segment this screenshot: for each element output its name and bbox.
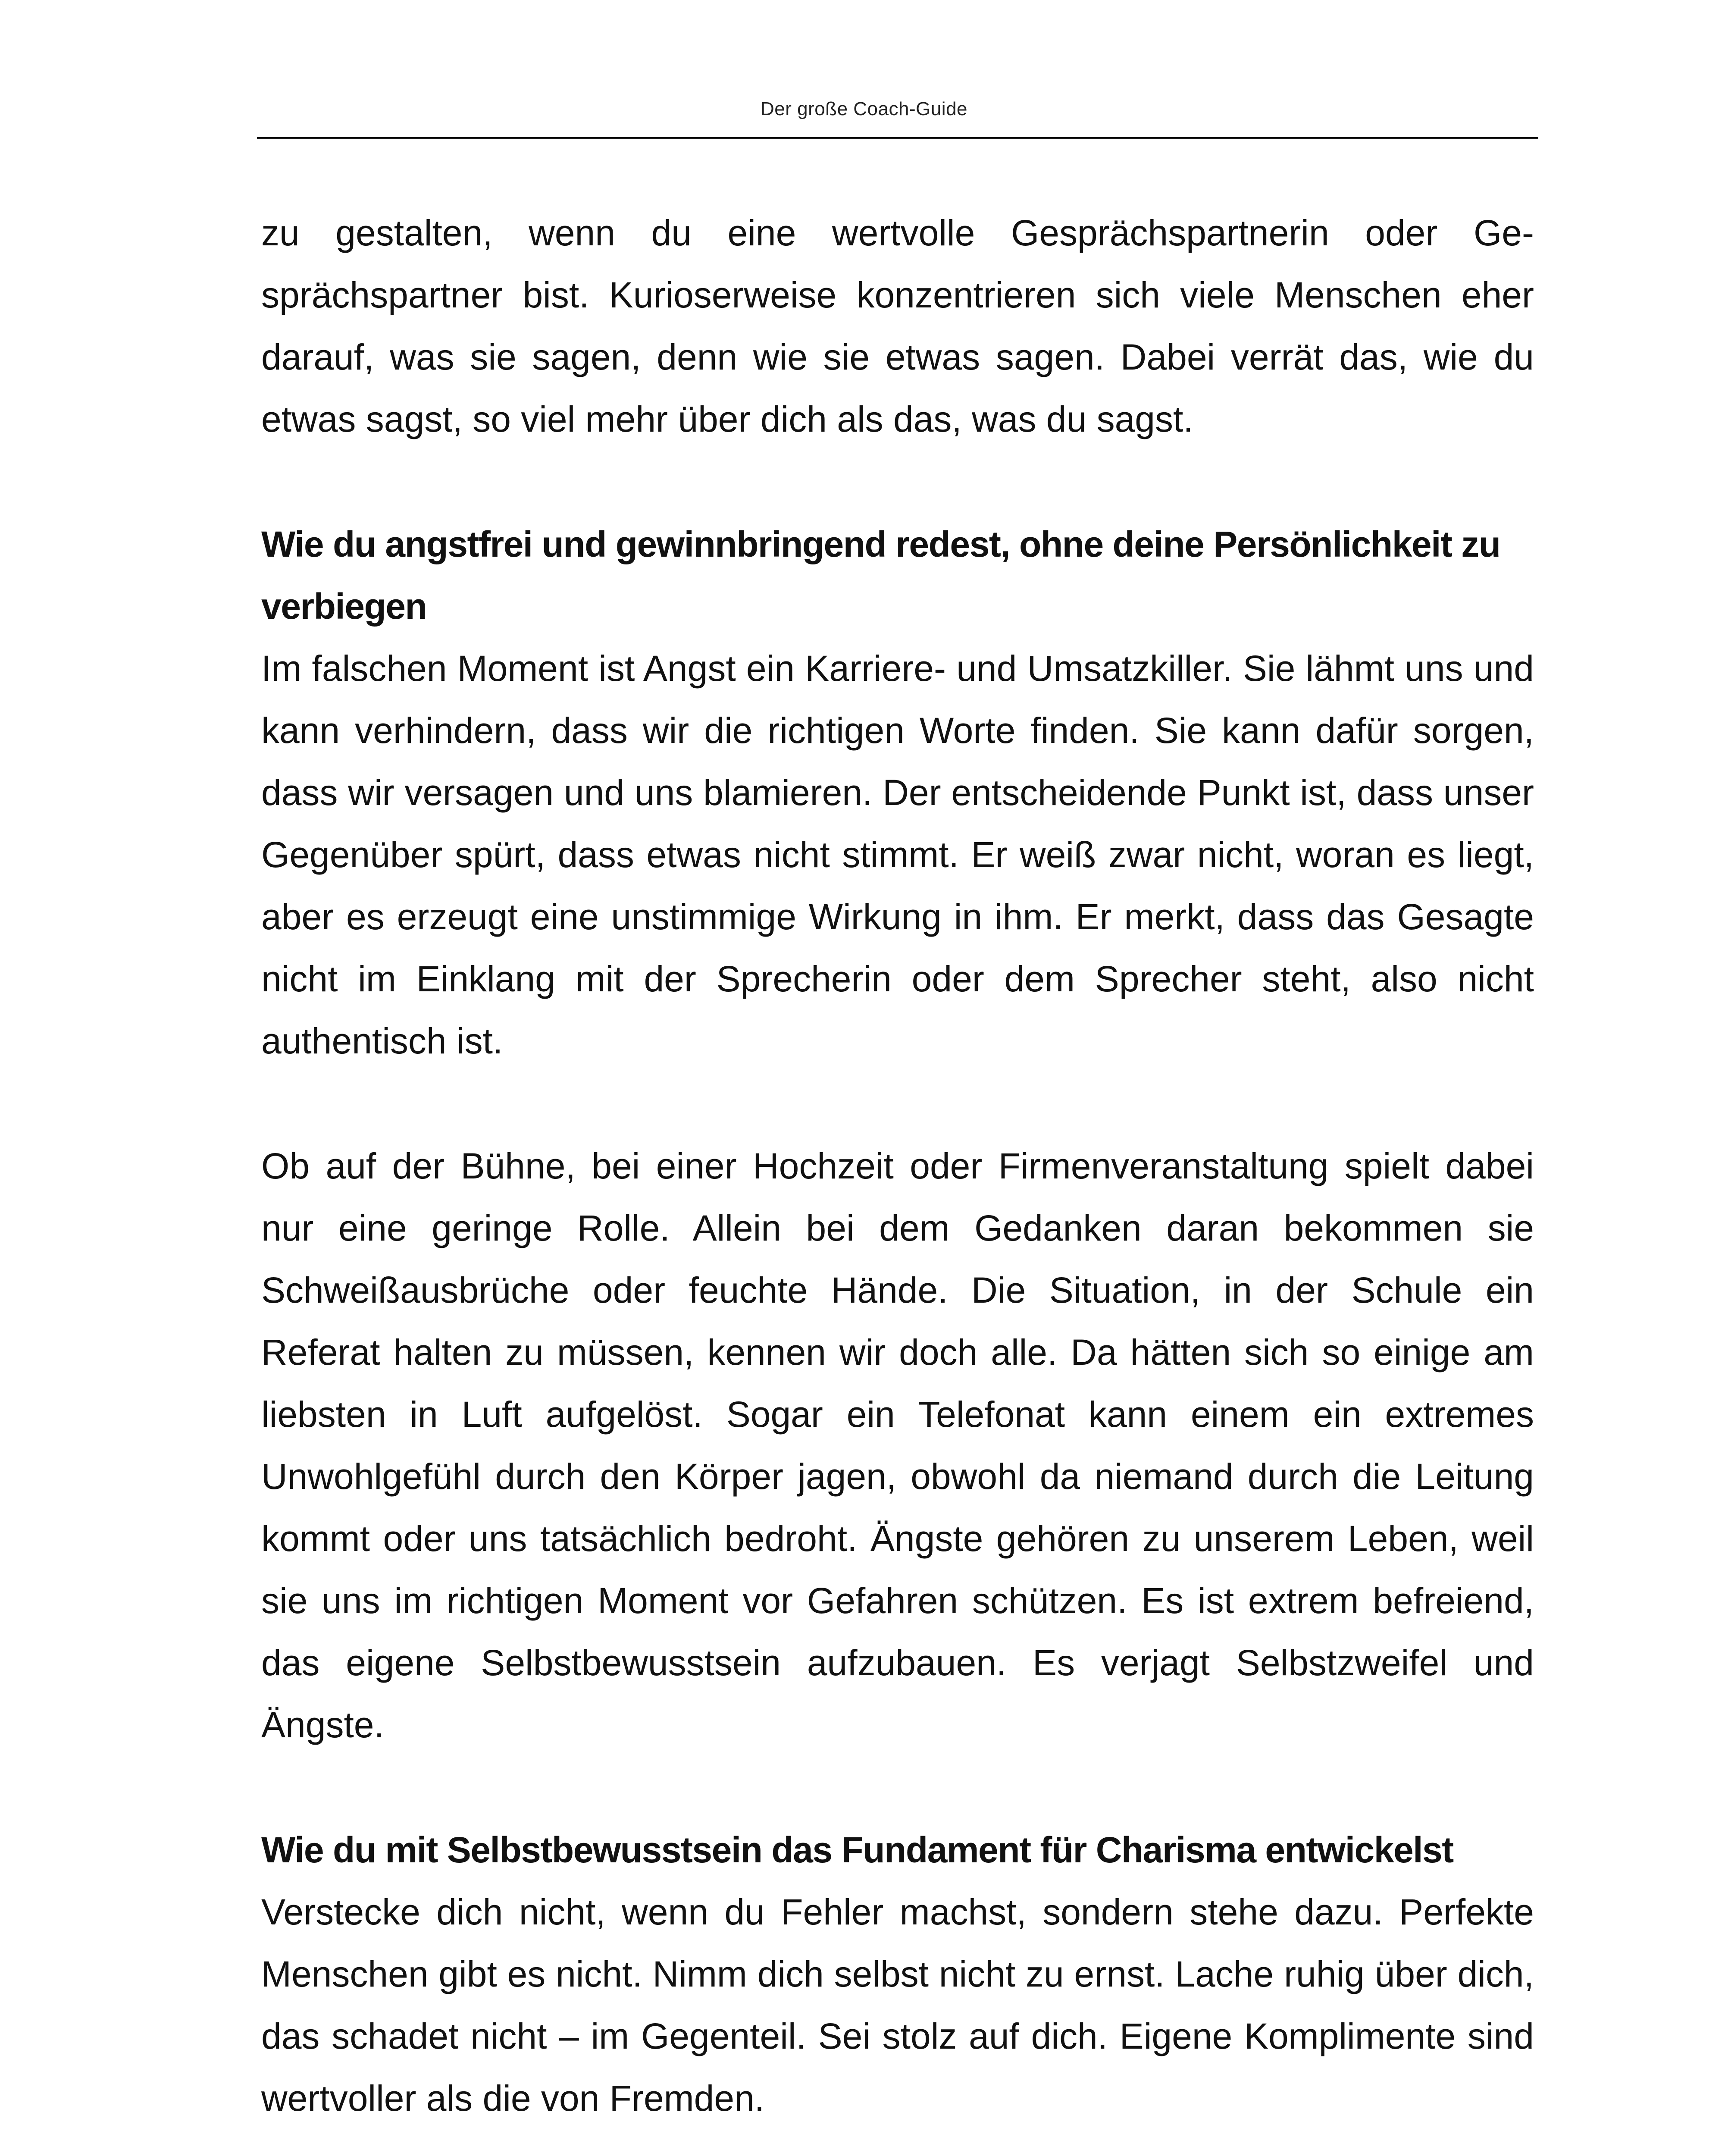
header-rule (257, 137, 1538, 139)
paragraph-buehne: Ob auf der Bühne, bei einer Hochzeit oder Firmenveranstaltung spielt dabei nur eine geringe Rolle. Allein bei dem Gedanken daran bekommen sie Schweißausbrüche oder feuchte Hände. Die Situation, in der Schule ein Referat halten zu müssen, kennen wir doch alle. Da hätten sich so einige am liebsten in Luft aufgelöst. Sogar ein Telefonat kann einem ein extremes Unwohlgefühl durch den Körper jagen, obwohl da niemand durch die Leitung kommt oder uns tatsächlich bedroht. Ängste gehören zu unserem Leben, weil sie uns im richtigen Moment vor Gefahren schützen. Es ist extrem befreiend, das eigene Selbstbewusstsein aufzubauen. Es verjagt Selbstzweifel und Ängste. (261, 1146, 1534, 1745)
paragraph-gap (261, 450, 1534, 513)
page-body (261, 202, 1534, 2129)
running-header: Der große Coach-Guide (760, 98, 968, 119)
paragraph-angst: Im falschen Moment ist Angst ein Karriere- und Umsatzkiller. Sie lähmt uns und kann verhindern, dass wir die richtigen Worte finden. Sie kann dafür sorgen, dass wir versagen und uns blamieren. Der entscheidende Punkt ist, dass unser Gegenüber spürt, dass etwas nicht stimmt. Er weiß zwar nicht, woran es liegt, aber es erzeugt eine unstimmige Wirkung in ihm. Er merkt, dass das Gesagte nicht im Einklang mit der Sprecherin oder dem Sprecher steht, also nicht authentisch ist. (261, 648, 1534, 1061)
paragraph-gap (261, 1756, 1534, 1819)
section-heading-selbstbewusstsein: Wie du mit Selbstbewusstsein das Fundament für Charisma entwickelst (261, 1830, 1453, 1870)
paragraph-gap (261, 1072, 1534, 1135)
paragraph-intro: zu gestalten, wenn du eine wertvolle Gesprächspartnerin oder Gesprächspartner bist. Kurioserweise konzentrieren sich viele Menschen eher darauf, was sie sagen, denn wie sie etwas sagen. Dabei verrät das, wie du etwas sagst, so viel mehr über dich als das, was du sagst. (261, 213, 1534, 439)
paragraph-fehler: Verstecke dich nicht, wenn du Fehler machst, sondern stehe dazu. Perfekte Menschen gibt es nicht. Nimm dich selbst nicht zu ernst. Lache ruhig über dich, das schadet nicht – im Gegenteil. Sei stolz auf dich. Eigene Komplimente sind wertvoller als die von Fremden. (261, 1892, 1534, 2118)
section-heading-angstfrei: Wie du angstfrei und gewinnbringend redest, ohne deine Persönlichkeit zu verbiegen (261, 524, 1500, 627)
